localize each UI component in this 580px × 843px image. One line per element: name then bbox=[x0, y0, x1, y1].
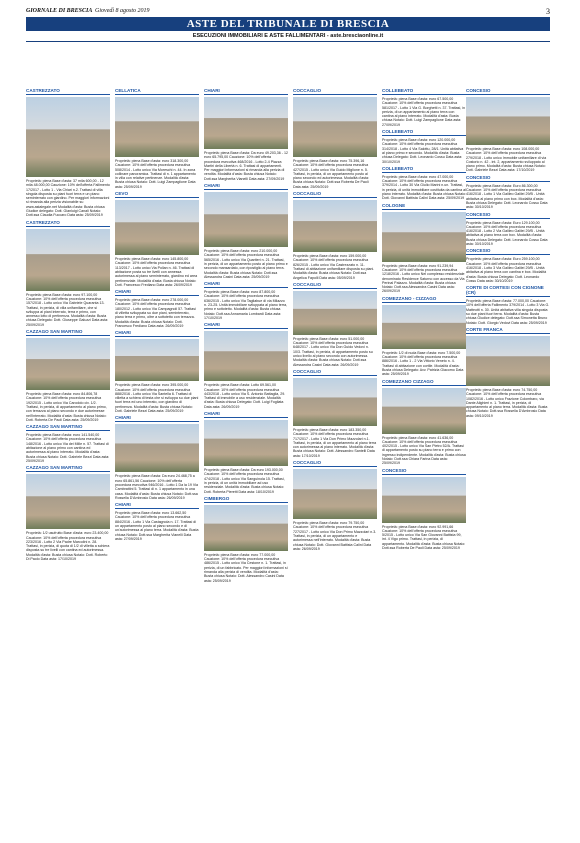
property-photo bbox=[26, 229, 110, 291]
listing-city: CIMBERGO bbox=[204, 496, 288, 503]
listing-city: COCCAGLIO bbox=[293, 191, 377, 198]
listing-details: Proprietà: piena Base d'asta: euro 79.750,00 Cauzione: 10% dell'offerta procedura esecutiva 727/2017 - Lotto unico Via Don Primo Mazzolari n.3. Trattasi, in perizia, di un appartamento e autorimessa nell'interrato. Modalità d'asta: Busta chiusa Notaio: Dott. Giovanni Battista Calini Data asta: 26/09/2019 bbox=[293, 521, 377, 551]
publication-date: Giovedì 8 agosto 2019 bbox=[95, 8, 150, 14]
listing-column bbox=[204, 88, 288, 833]
listing-details: Proprietà: piena Base d'asta: Da euro 49.203,36 - 12 euro 65.795,00 Cauzione: 10% dell'offerta procedura esecutiva 468/2016 - Lotto 2-4 Piazza Martiri della Libertà n. 6. Trattasi di appartamenti. Per maggiori informazioni si rimanda alla perizia di vendita. Modalità d'asta: Busta chiusa Notaio: Dott.ssa Margherita Vianelli Data asta: 27/09/2019 bbox=[204, 151, 288, 181]
listing-item bbox=[466, 212, 550, 247]
property-photo bbox=[26, 338, 110, 390]
listing-details: Proprietà: piena Base d'asta: euro 41.636,00 Cauzione: 10% dell'offerta procedura esecutiva 402/2015 - Lotto unico Via San Pietro 52/A. Trattasi di appartamento posto su piano terra e primo con ingresso indipendente. Modalità d'asta: Busta chiusa Notaio: Dott.ssa Chiara Farina Data asta: 25/09/2019 bbox=[382, 435, 466, 466]
property-photo bbox=[293, 97, 377, 157]
listing-city: COMEZZANO - CIZZAGO bbox=[382, 296, 466, 303]
listing-column bbox=[293, 88, 377, 833]
listing-city: COLOGNE bbox=[382, 203, 466, 210]
listing-item bbox=[293, 282, 377, 367]
property-photo bbox=[466, 97, 550, 145]
listing-item bbox=[382, 379, 466, 466]
listing-item bbox=[26, 220, 110, 327]
listing-details: Proprietà: piena Base d'asta: euro 159.000,00 Cauzione: 10% dell'offerta procedura esecutiva 826/2015 - Lotto unico Via Castrezzato n. 11. Trattasi di abitazione unifamiliare disposta su piani. Modalità d'asta: Busta chiusa Notaio: Dott.ssa Angelica Fapolli Data asta: 05/09/2019 bbox=[293, 254, 375, 280]
property-photo bbox=[115, 339, 199, 381]
listing-city: COCCAGLIO bbox=[293, 282, 377, 289]
listing-item bbox=[382, 88, 466, 127]
property-photo bbox=[204, 192, 288, 247]
listing-details: Proprietà: piena Base d'asta: euro 395.000,00 Cauzione: 10% dell'offerta procedura esecutiva 888/2016 - Lotto unico Via Santella 6. Trattasi di villetta a schiera di testa che si sviluppa su due piani fuori terra ed uno interrato, con giardino di pertinenza. Modalità d'asta: Busta chiusa Notaio: Dott. Gabriele Bezzi Data asta: 25/09/2019 bbox=[115, 383, 199, 414]
listing-city: CHIARI bbox=[115, 502, 199, 509]
publication-line bbox=[26, 8, 150, 14]
page-header bbox=[26, 8, 550, 16]
listing-city: CELLATICA bbox=[115, 88, 199, 95]
listing-city: CAZZAGO SAN MARTINO bbox=[26, 329, 110, 336]
listing-item bbox=[466, 248, 550, 283]
listing-details: Proprietà: piena Base d'asta: Lotto 69.561,00 Cauzione: 10% dell'offerta procedura esecutiva 443/2018 - Lotto unico Via S. Antonio Battaglia, 29. Trattasi di immobile a uso residenziale. Modalità d'asta: Busta chiusa Delegato: Dott. Luigi Fogliata Data asta: 26/09/2019 bbox=[204, 383, 286, 409]
listing-item bbox=[204, 281, 288, 320]
listing-column bbox=[466, 88, 550, 833]
listing-details: Proprietà: piena Base d'asta: euro 92.991,66 Cauzione: 10% dell'offerta procedura esecutiva 5/2015 - Lotto unico Via San Giovanni Battista 99, int. 4 Vigo primo. Trattasi, in perizia, di appartamento. Modalità d'asta: Busta chiusa Notaio: Dott.ssa Roberta De Paoli Data asta: 25/09/2019 bbox=[382, 524, 466, 551]
listing-item bbox=[382, 203, 466, 294]
property-photo bbox=[204, 420, 288, 466]
listing-item bbox=[26, 329, 110, 422]
listing-item bbox=[293, 460, 377, 551]
listing-details: Proprietà: piena Base d'asta: euro 210.000,00 Cauzione: 10% dell'offerta procedura esecutiva 565/2016 - Lotto unico Via Quartieri n. 21. Trattasi, in perizia, di un appartamento posto al piano primo e secondo mansardato, con ripostiglio al piano terra. Modalità d'asta: Busta chiusa Notaio: Dott.ssa Alessandra Casini Data asta: 25/09/2019 bbox=[204, 249, 288, 279]
listing-city: CEVO bbox=[115, 191, 199, 198]
page-number: 3 bbox=[546, 7, 550, 16]
listing-item bbox=[115, 191, 199, 287]
property-photo bbox=[382, 477, 466, 523]
listing-item bbox=[466, 175, 550, 210]
listing-details: Proprietà: piena Base d'asta: euro 145.800,00 Cauzione: 10% dell'offerta procedura esecutiva 113/2017 - Lotto unico Via Pollan n. 46. Trattasi di abitazione posta su tre livelli con annessa autorimessa al piano seminterrato, giardino ed area pertinenziale. Modalità d'asta: Busta chiusa Notaio: Dott. Francesco Frediano Data asta: 26/09/2019 bbox=[115, 257, 198, 287]
listing-details: Proprietà: piena Base d'asta: euro 87.800,00 Cauzione: 10% dell'offerta procedura esecutiva 636/2015 - Lotto unico Via Tagliabue di via Milazzo n. 23-25. Unità immobiliare sviluppata al piano terra, primo e sottotetto. Modalità d'asta: Busta chiusa Notaio: Dott.ssa Annamaria Lombardi Data asta: 17/10/2019 bbox=[204, 290, 288, 320]
listing-details: Proprietà: piena Base d'asta: euro 318.300,00 Cauzione: 10% dell'offerta procedura esecutiva 508/2014 - Lotto unico Via Moreschi n. 44. In zona collinare panoramica. Trattasi di n. 1 appartamento in villa con relative pertinenze. Modalità d'asta: Busta chiusa Notaio: Dott. Luigi Zampaglione Data asta: 25/09/2019 bbox=[115, 159, 196, 189]
listing-details: Proprietà: piena Base d'asta: euro 97.100,00 Cauzione: 10% dell'offerta procedura esecutiva 157/2018 - Lotto unico Via Gabriele Quaranta 13. Trattasi, in perizia, di villa unifamiliare, che si sviluppa ai piani interrato, terra e primo, con annesso lotto di pertinenza. Modalità d'asta: Busta chiusa Delegato: Dott. Giuseppe Galuzzi Data asta: 25/09/2019 bbox=[26, 292, 109, 327]
property-photo bbox=[115, 97, 199, 157]
listing-item bbox=[26, 424, 110, 463]
listing-details: Proprietà: 1/2 usufrutto Base d'asta: euro 23.400,00 Cauzione: 10% dell'offerta procedura esecutiva 223/2016 - Lotto 2 Via Padre Marcolini n. 28. Trattasi, in perizia, di quota di 1/2 di villetta a schiera disposta su tre livelli con cantina ed autorimessa. Modalità d'asta: Busta chiusa Notaio: Dott. Roberto Di Paolo Data asta: 17/10/2019 bbox=[26, 531, 110, 561]
listing-details: Proprietà: piena Base d'asta: Da euro 24.468,75 a euro 65.861,56 Cauzione: 10% dell'offerta procedura esecutiva 946/2016 - Lotto 1 Da la 19 Via Cambrattini 5. Trattasi di n. 1 appartamento in una casa. Modalità d'asta: Busta chiusa Notaio: Dott.ssa Rossella D'Ambrosio Data asta: 26/09/2019 bbox=[115, 474, 199, 500]
listing-city: COCCAGLIO bbox=[293, 88, 377, 95]
listing-city: CORTE FRANCA bbox=[466, 327, 550, 334]
listing-item bbox=[382, 296, 466, 377]
listing-item bbox=[382, 166, 466, 201]
listing-item bbox=[204, 88, 288, 181]
listing-city: COCCAGLIO bbox=[293, 460, 377, 467]
page-title: ASTE DEL TRIBUNALE DI BRESCIA bbox=[26, 17, 550, 31]
listing-city: CHIARI bbox=[204, 322, 288, 329]
listing-item bbox=[26, 465, 110, 561]
listing-city: CAZZAGO SAN MARTINO bbox=[26, 465, 110, 472]
listing-city: CHIARI bbox=[204, 183, 288, 190]
listing-city: CONCESIO bbox=[466, 88, 550, 95]
listing-item bbox=[115, 415, 199, 500]
listing-details: Proprietà: piena Base d'asta: euro 13.662,50 Cauzione: 10% dell'offerta procedura esecutiva 884/2016 - Lotto 1 Via Castagnola n. 17. Trattasi di un appartamento posto al piano secondo e di un'autorimessa al piano terra. Modalità d'asta: Busta chiusa Notaio: Dott.ssa Margherita Vianelli Data asta: 27/09/2019 bbox=[115, 511, 199, 541]
listing-details: Proprietà: piena Base d'asta: euro 183.350,00 Cauzione: 10% dell'offerta procedura esecutiva 717/2017 - Lotto 1 Via Don Primo Mazzolari n.1. Trattasi, in perizia, di un appartamento al piano terra con autorimessa al piano interrato. Modalità d'asta: Busta chiusa Notaio: Dott. Alessandro Santelli Data asta: 17/10/2019 bbox=[293, 427, 377, 458]
listing-city: CONCESIO bbox=[466, 212, 550, 219]
listing-details: Proprietà: piena Base d'asta: euro 74.750,00 Cauzione: 10% dell'offerta procedura esecutiva 1082/2016 - Lotto unico Frazione Colombaro, via Dante Alighieri n. 1. Trattasi, in perizia, di appartamento al piano terra. Modalità d'asta: Busta chiusa Notaio: Dott.ssa Rossella D'Ambrosio Data asta: 09/10/2019 bbox=[466, 387, 548, 418]
listing-item bbox=[115, 88, 199, 189]
property-photo bbox=[293, 200, 377, 252]
property-photo bbox=[382, 388, 466, 434]
listing-city: CASTREZZATO bbox=[26, 88, 110, 95]
property-photo bbox=[382, 305, 466, 349]
listing-city: CASTREZZATO bbox=[26, 220, 110, 227]
property-photo bbox=[382, 212, 466, 262]
property-photo bbox=[26, 97, 110, 177]
listing-column bbox=[26, 88, 110, 833]
header-divider bbox=[26, 41, 550, 42]
listing-details: Proprietà: piena Base d'asta: euro 120.000,00 Cauzione: 10% dell'offerta procedura esecutiva 314/2018 - Lotto 4 Via Salottu, 28/1. Unità abitativa al piano primo e secondo. Modalità d'asta: Busta chiusa Delegato: Dott. Leonardo Cossu Data asta: 30/10/2019 bbox=[382, 138, 464, 164]
listing-item bbox=[382, 129, 466, 164]
listing-city: CHIARI bbox=[204, 88, 288, 95]
listing-details: Proprietà: piena Base d'asta: euro 108.000,00 Cauzione: 10% dell'offerta procedura esecutiva 279/2018 - Lotto unico Immobile unifamiliare di via Costorio n. 42 - int. 2, appartamento sviluppato al piano primo. Modalità d'asta: Busta chiusa Notaio: Dott. Gabriele Bezzi Data asta: 17/10/2019 bbox=[466, 147, 547, 173]
listing-item bbox=[204, 496, 288, 583]
listing-item bbox=[115, 289, 199, 328]
listing-city: COCCAGLIO bbox=[293, 369, 377, 376]
listing-city: COLLEBEATO bbox=[382, 129, 466, 136]
listing-item bbox=[115, 330, 199, 413]
listing-item bbox=[293, 88, 377, 189]
listing-details: Proprietà: piena Base d'asta: euro 278.000,00 Cauzione: 10% dell'offerta procedura esecutiva 180/2012 - Lotto unico Via Campagnoli 57. Trattasi di villetta sviluppata su due piani, seminterrato, piano terra e primo, oltre a sottotetto con terrazza. Modalità d'asta: Busta chiusa Notaio: Dott. Francesco Frediano Data asta: 26/09/2019 bbox=[115, 298, 196, 328]
property-photo bbox=[293, 469, 377, 519]
listing-city: COLLEBEATO bbox=[382, 88, 466, 95]
listing-city: COLLEBEATO bbox=[382, 166, 466, 173]
publication-name: GIORNALE DI BRESCIA bbox=[26, 8, 93, 14]
listing-details: Proprietà: piena Base d'asta: Euro 86.300,00 Cauzione: 10% dell'offerta procedura esecutiva 416/2018 - Lotto 1 Via Galileo Galilei 29/B - Unità abitativa al piano primo con box. Modalità d'asta: Busta chiusa Delegato: Dott. Leonardo Cossu Data asta: 30/10/2019 bbox=[466, 183, 548, 210]
listing-city: CHIARI bbox=[115, 330, 199, 337]
listing-city: CHIARI bbox=[115, 289, 199, 296]
listing-details: Proprietà: piena Base d'asta: 77.000,00 Cauzione: 10% dell'offerta Fallimento 379/2014 - Lotto 3 Via G. Matteotti n. 30. Unità abitativa villa singola disposta su due piani fuori terra. Modalità d'asta: Busta chiusa Giudice delegato: Dott.ssa Simonetta Bruno Notaio: Dott. Giorgio Vedovi Data asta: 25/09/2019 bbox=[466, 299, 550, 325]
listing-details: Proprietà: piena Base d'asta: euro 47.000,00 Cauzione: 10% dell'offerta procedura esecutiva 379/2014 - Lotto 30 Via Giulio Marini n.un. Trattasi, in perizia, di unità immobiliare costituita da cantina al piano interrato. Modalità d'asta: Busta chiusa Notaio: Dott. Giovanni Battista Calini Data asta: 25/09/2019 bbox=[382, 174, 466, 201]
listing-item bbox=[466, 327, 550, 418]
listing-details: Proprietà: piena Base d'asta: 37 mila 600,00 - 12 mila 48.000,00 Cauzione: 10% dell'offerta Fallimento 17/2017 - Lotto 1 - Via Chiari n.2. Trattasi di villa singola disposta su piani fuori terra e un piano seminterrato con giardino. Per maggiori informazioni si rimanda alla perizia visionabile su www.astalegale.net Modalità d'asta: Busta chiusa Giudice delegato: Dott. Gianluigi Canali Notaio: Dott.ssa Claudia Fuccaro Data asta: 25/09/2019 bbox=[26, 179, 110, 218]
listing-city: CHIARI bbox=[204, 411, 288, 418]
listing-details: Proprietà: piena Base d'asta: euro 77.000,00 Cauzione: 10% dell'offerta procedura esecutiva 486/2015 - Lotto unico Via Cestone n. 1. Trattasi, in perizia, di un fabbricato. Per maggiori informazioni si rimanda alla perizia di vendita. Modalità d'asta: Busta chiusa Notaio: Dott. Alessandro Casini Data asta: 25/09/2019 bbox=[204, 552, 288, 583]
listing-city: CONCESIO bbox=[382, 468, 466, 475]
listing-item bbox=[26, 88, 110, 218]
listing-details: Proprietà: piena Base d'asta: Euro 129.100,00 Cauzione: 10% dell'offerta procedura esecutiva 416/2018 - Lotto 2 Via Galileo Galilei 29/B - Unità abitativa al piano terra con box. Modalità d'asta: Busta chiusa Delegato: Dott. Leonardo Cossu Data asta: 30/10/2019 bbox=[466, 220, 548, 247]
listing-item bbox=[293, 369, 377, 458]
listing-city: CONCESIO bbox=[466, 248, 550, 255]
page-subtitle: ESECUZIONI IMMOBILIARI E ASTE FALLIMENTARI - aste.bresciaonline.it bbox=[192, 33, 384, 39]
listing-item bbox=[382, 468, 466, 551]
listing-city: CHIARI bbox=[204, 281, 288, 288]
listing-city: CORTE DI CORTESI CON CIGNONE (CR) bbox=[466, 285, 550, 297]
listing-details: Proprietà: piena Base d'asta: Euro 259.100,00 Cauzione: 10% dell'offerta procedura esecutiva 416/2018 - Lotto 3 Via Galileo Galilei 29/B - Unità abitativa al piano terra con cantina e box. Modalità d'asta: Busta chiusa Delegato: Dott. Leonardo Cossu Data asta: 30/10/2019 bbox=[466, 257, 547, 283]
property-photo bbox=[115, 424, 199, 472]
listing-item bbox=[466, 285, 550, 325]
listing-item bbox=[204, 411, 288, 494]
property-photo bbox=[466, 336, 550, 386]
property-photo bbox=[293, 291, 377, 335]
listing-city: CONCESIO bbox=[466, 175, 550, 182]
listing-details: Proprietà: piena Base d'asta: Da euro 193.000,00 Cauzione: 10% dell'offerta procedura esecutiva 474/2018 - Lotto unico Via Sanguinola 15. Trattasi, in perizia, di un unità immobiliare ad uso residenziale. Modalità d'asta: Busta chiusa Notaio: Dott. Roberta Pieretti Data asta: 18/10/2019 bbox=[204, 468, 285, 494]
listing-column bbox=[115, 88, 199, 833]
listing-details: Proprietà: piena Base d'asta: euro 91.239,94 Cauzione: 10% dell'offerta procedura esecutiva 1218/2016 - Lotto unico Nel complesso residenziale denominato Residence Saturno con accesso da Via Perinal Palazzo. Modalità d'asta: Busta chiusa Notaio: Dott.ssa Alessandra Casini Data asta: 26/09/2019 bbox=[382, 263, 465, 294]
property-photo bbox=[293, 378, 377, 426]
listing-details: Proprietà: piena Base d'asta: euro 75.396,16 Cauzione: 10% dell'offerta procedura esecutiva 427/2015 - Lotto unico Via Guido Miglione n. 5. Trattasi, in perizia, di un appartamento posto al piano secondo ed autorimessa. Modalità d'asta: Busta chiusa Notaio: Dott.ssa Roberta De Paoli Data asta: 25/09/2019 bbox=[293, 159, 370, 189]
property-photo bbox=[204, 331, 288, 381]
listing-item bbox=[466, 88, 550, 173]
listing-column bbox=[382, 88, 466, 833]
property-photo bbox=[204, 505, 288, 551]
listing-details: Proprietà: piena Base d'asta: euro 51.000,00 Cauzione: 10% dell'offerta procedura esecutiva 648/2017 - Lotto unico Via Don Guido Vedovi n. 10/3. Trattasi, in perizia, di appartamento posto su unico livello al piano secondo con autorimessa. Modalità d'asta: Busta chiusa Notaio: Dott.ssa Alessandra Casini Data asta: 26/09/2019 bbox=[293, 336, 373, 367]
listing-city: CHIARI bbox=[115, 415, 199, 422]
listing-item bbox=[293, 191, 377, 280]
property-photo bbox=[204, 97, 288, 149]
property-photo bbox=[26, 474, 110, 529]
listing-item bbox=[204, 183, 288, 279]
listing-item bbox=[204, 322, 288, 409]
listing-city: COMEZZANO CIZZAGO bbox=[382, 379, 466, 386]
listing-city: CAZZAGO SAN MARTINO bbox=[26, 424, 110, 431]
listing-item bbox=[115, 502, 199, 541]
listing-details: Proprietà: 1/2 di nuda Base d'asta: euro 7.500,00 Cauzione: 10% dell'offerta procedura esecutiva 886/2016 - Lotto 1 - 2 Via Vittorio Veneto n. 4. Trattasi di abitazione con cortile. Modalità d'asta: Busta chiusa Delegato: Avv. Patrizia Giacomo Data asta: 25/09/2019 bbox=[382, 350, 464, 377]
property-photo bbox=[115, 200, 199, 255]
listing-details: Proprietà: piena Base d'asta: euro 67.500,00 Cauzione: 10% dell'offerta procedura esecutiva 581/2017 - Lotto 1 Via G. Borghetti n. 37. Trattasi, in perizia, di un appartamento al piano terra con cantina al piano interrato. Modalità d'asta: Busta chiusa Notaio: Dott. Luigi Zampaglione Data asta: 27/09/2019 bbox=[382, 97, 466, 127]
listing-details: Proprietà: piena Base d'asta: euro 141.540,00 Cauzione: 10% dell'offerta procedura esecutiva 148/2016 - Lotto unico Via dei Mille n. 57. Trattasi di abitazione al piano primo con cantina ed autorimessa al piano interrato. Modalità d'asta: Busta chiusa Notaio: Dott. Gabriele Bezzi Data asta: 25/09/2019 bbox=[26, 433, 110, 463]
listing-details: Proprietà: piena Base d'asta: euro 84.806,78 Cauzione: 10% dell'offerta procedura esecutiva 192/2015 - Lotto unico Via Carodolo civ. 1/2. Trattasi, in perizia, di appartamento al piano primo, con terrazza al piano secondo e due autorimesse nell'interrato. Modalità d'asta: Busta chiusa Notaio: Dott. Roberta De Paoli Data asta: 25/09/2019 bbox=[26, 392, 107, 422]
